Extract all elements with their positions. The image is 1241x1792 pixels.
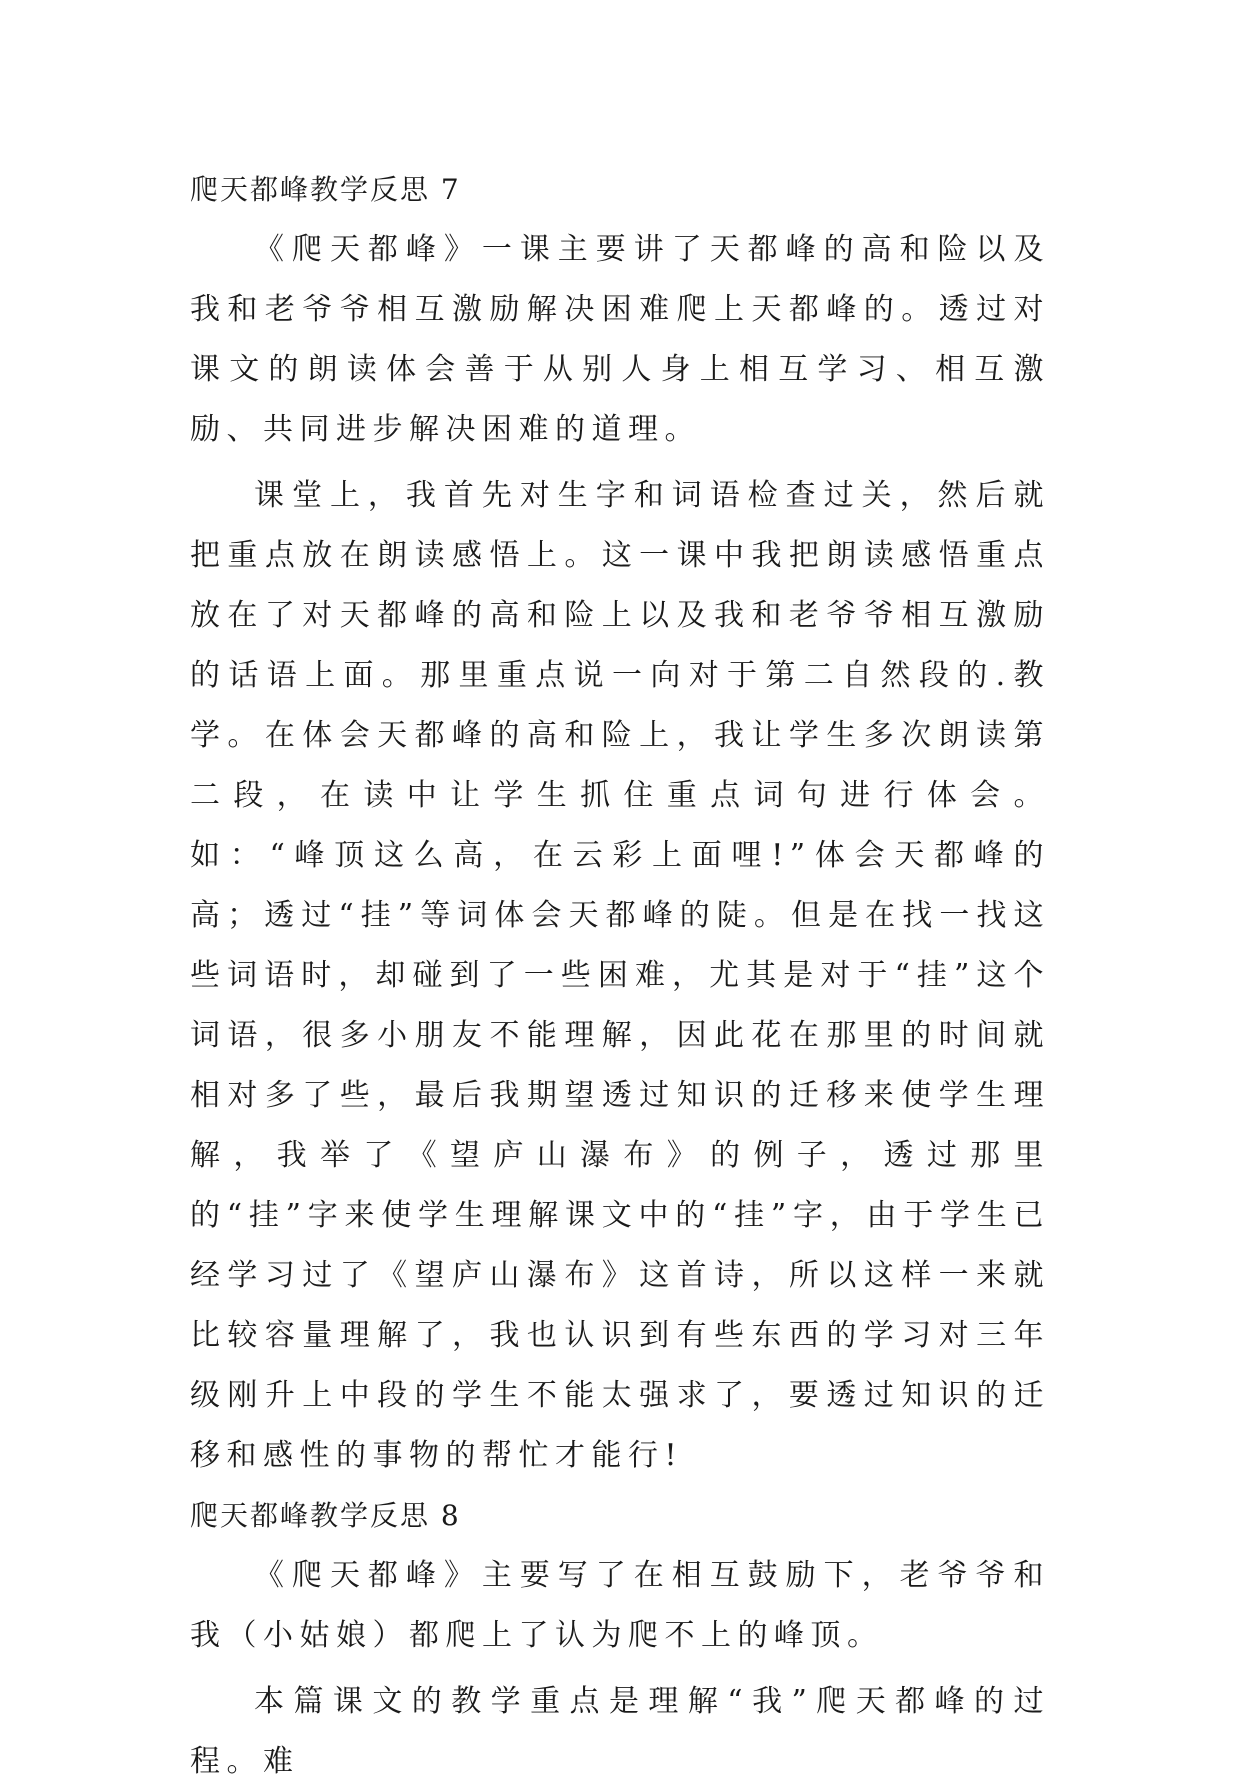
section-8-paragraph-1: 《爬天都峰》主要写了在相互鼓励下，老爷爷和我（小姑娘）都爬上了认为爬不上的峰顶。	[190, 1558, 1050, 1653]
section-heading-8: 爬天都峰教学反思 8	[190, 1499, 461, 1532]
section-heading-7: 爬天都峰教学反思 7	[190, 173, 461, 206]
section-7-paragraph-1: 《爬天都峰》一课主要讲了天都峰的高和险以及我和老爷爷相互激励解决困难爬上天都峰的。透过对课文的朗读体会善于从别人身上相互学习、相互激励、共同进步解决困难的道理。	[190, 232, 1050, 447]
document-body	[190, 160, 1050, 1792]
section-7-paragraph-2: 课堂上，我首先对生字和词语检查过关，然后就把重点放在朗读感悟上。这一课中我把朗读感悟重点放在了对天都峰的高和险上以及我和老爷爷相互激励的话语上面。那里重点说一向对于第二自然段的.教学。在体会天都峰的高和险上，我让学生多次朗读第二段，在读中让学生抓住重点词句进行体会。如：“峰顶这么高，在云彩上面哩!”体会天都峰的高；透过“挂”等词体会天都峰的陡。但是在找一找这些词语时，却碰到了一些困难，尤其是对于“挂”这个词语，很多小朋友不能理解，因此花在那里的时间就相对多了些，最后我期望透过知识的迁移来使学生理解，我举了《望庐山瀑布》的例子，透过那里的“挂”字来使学生理解课文中的“挂”字，由于学生已经学习过了《望庐山瀑布》这首诗，所以这样一来就比较容量理解了，我也认识到有些东西的学习对三年级刚升上中段的学生不能太强求了，要透过知识的迁移和感性的事物的帮忙才能行!	[190, 478, 1050, 1473]
section-8-paragraph-2: 本篇课文的教学重点是理解“我”爬天都峰的过程。难	[190, 1684, 1050, 1779]
